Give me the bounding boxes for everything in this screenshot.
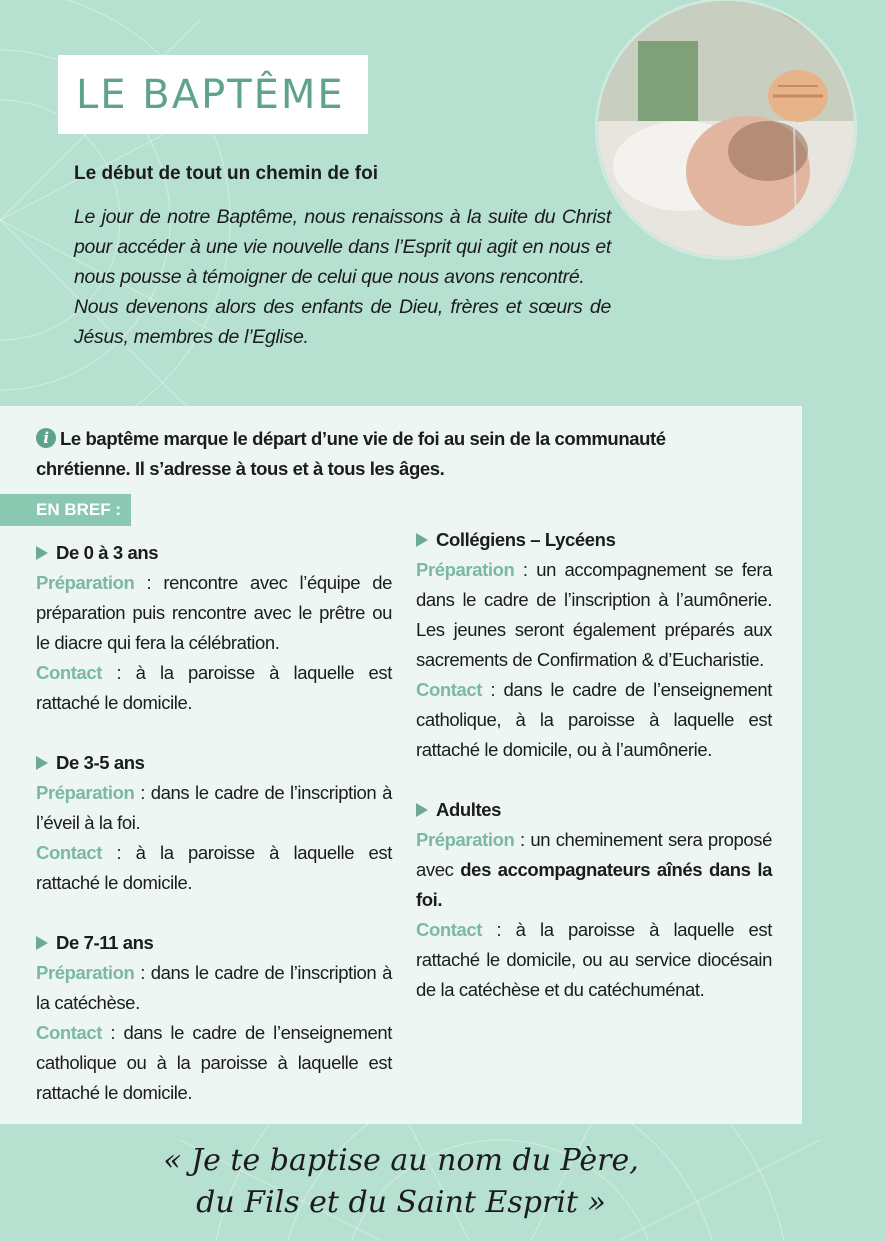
intro-text [74,202,611,352]
intro-paragraph-2: Nous devenons alors des enfants de Dieu, frères et sœurs de Jésus, membres de l’Eglise. [74,296,611,348]
preparation-text: Préparation : rencontre avec l’équipe de préparation puis rencontre avec le prêtre ou le diacre qui fera la célébration. [36,572,392,653]
info-text: Le baptême marque le départ d’une vie de foi au sein de la communauté chrétienne. Il s’adresse à tous et à tous les âges. [36,428,666,479]
baptism-quote [0,1140,802,1224]
contact-text: Contact : dans le cadre de l’enseignement catholique, à la paroisse à laquelle est rattaché le domicile, ou à l’aumônerie. [416,679,772,760]
section-title: Collégiens – Lycéens [416,525,772,555]
section-3-5 [36,748,392,898]
preparation-text: Préparation : un accompagnement se fera dans le cadre de l’inscription à l’aumônerie. Les jeunes seront également préparés aux sacrements de Confirmation & d’Eucharistie. [416,559,772,670]
info-note [36,424,748,484]
preparation-text: Préparation : un cheminement sera proposé avec des accompagnateurs aînés dans la foi. [416,829,772,910]
section-title: Adultes [416,795,772,825]
intro-paragraph-1: Le jour de notre Baptême, nous renaissons à la suite du Christ pour accéder à une vie nouvelle dans l’Esprit qui agit en nous et nous pousse à témoigner de celui que nous avons rencontré. [74,206,611,288]
section-title: De 7-11 ans [36,928,392,958]
section-title: De 3-5 ans [36,748,392,778]
section-adultes [416,795,772,1005]
quote-line-2: du Fils et du Saint Esprit » [196,1185,606,1220]
baptism-illustration [598,1,857,260]
preparation-text: Préparation : dans le cadre de l’inscription à la catéchèse. [36,962,392,1013]
title-box [58,55,368,134]
contact-text: Contact : à la paroisse à laquelle est rattaché le domicile, ou au service diocésain de la catéchèse et du catéchuménat. [416,919,772,1000]
arrow-right-icon [36,546,48,560]
arrow-right-icon [36,936,48,950]
arrow-right-icon [416,803,428,817]
contact-text: Contact : dans le cadre de l’enseignement catholique ou à la paroisse à laquelle est rattaché le domicile. [36,1022,392,1103]
right-column [416,525,772,1035]
arrow-right-icon [36,756,48,770]
arrow-right-icon [416,533,428,547]
section-college [416,525,772,765]
preparation-text: Préparation : dans le cadre de l’inscription à l’éveil à la foi. [36,782,392,833]
section-title: De 0 à 3 ans [36,538,392,568]
quote-line-1: « Je te baptise au nom du Père, [163,1143,639,1178]
section-0-3 [36,538,392,718]
page-title: LE BAPTÊME [76,71,345,118]
left-column [36,538,392,1138]
contact-text: Contact : à la paroisse à laquelle est rattaché le domicile. [36,842,392,893]
subtitle: Le début de tout un chemin de foi [74,163,378,184]
baptism-photo [595,0,857,260]
info-icon: i [36,428,56,448]
contact-text: Contact : à la paroisse à laquelle est rattaché le domicile. [36,662,392,713]
section-7-11 [36,928,392,1108]
en-bref-badge: EN BREF : [0,494,131,526]
